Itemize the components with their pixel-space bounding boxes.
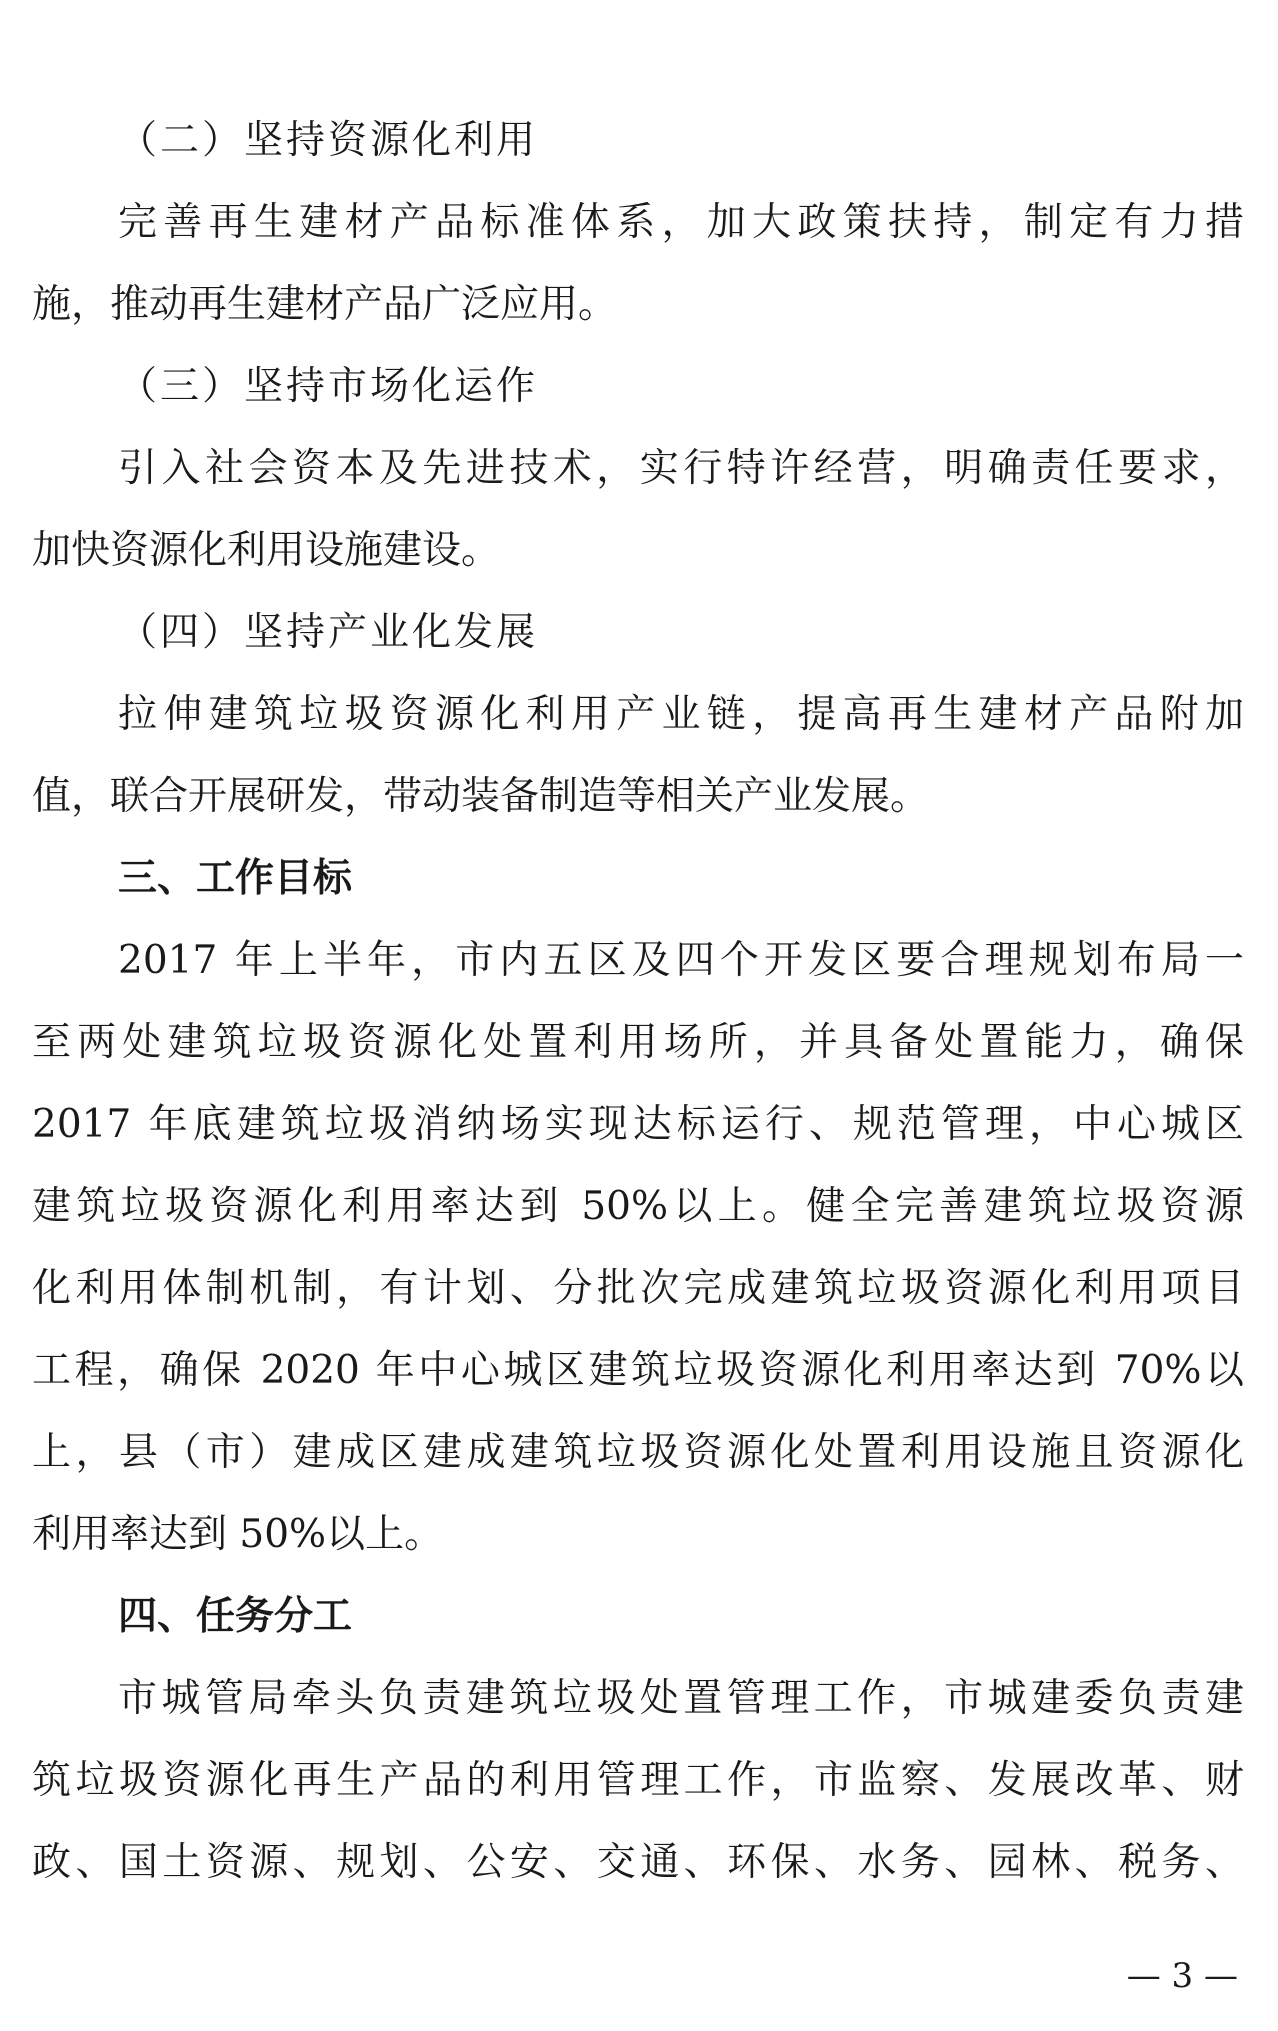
section-heading: 三、工作目标 <box>118 856 353 901</box>
paragraph-line: 市城管局牵头负责建筑垃圾处置管理工作，市城建委负责建 <box>118 1676 1244 1721</box>
subsection-heading: （三）坚持市场化运作 <box>118 364 539 409</box>
paragraph-line: 拉伸建筑垃圾资源化利用产业链，提高再生建材产品附加 <box>118 692 1244 737</box>
paragraph-line: 值，联合开展研发，带动装备制造等相关产业发展。 <box>32 774 930 819</box>
paragraph-line: 至两处建筑垃圾资源化处置利用场所，并具备处置能力，确保 <box>32 1020 1244 1065</box>
subsection-heading: （四）坚持产业化发展 <box>118 610 539 655</box>
paragraph-line: 2017 年上半年，市内五区及四个开发区要合理规划布局一 <box>118 938 1244 983</box>
subsection-heading: （二）坚持资源化利用 <box>118 118 539 163</box>
paragraph-line: 引入社会资本及先进技术，实行特许经营，明确责任要求， <box>118 446 1244 491</box>
paragraph-line: 2017 年底建筑垃圾消纳场实现达标运行、规范管理，中心城区 <box>32 1102 1244 1147</box>
paragraph-line: 上，县（市）建成区建成建筑垃圾资源化处置利用设施且资源化 <box>32 1430 1244 1475</box>
paragraph-line: 完善再生建材产品标准体系，加大政策扶持，制定有力措 <box>118 200 1244 245</box>
paragraph-line: 筑垃圾资源化再生产品的利用管理工作，市监察、发展改革、财 <box>32 1758 1244 1803</box>
page-number: — 3 — <box>1126 1956 1238 1996</box>
paragraph-line: 建筑垃圾资源化利用率达到 50%以上。健全完善建筑垃圾资源 <box>32 1184 1244 1229</box>
document-body <box>32 100 1244 1904</box>
paragraph-line: 政、国土资源、规划、公安、交通、环保、水务、园林、税务、 <box>32 1840 1244 1885</box>
paragraph-line: 加快资源化利用设施建设。 <box>32 528 501 573</box>
section-heading: 四、任务分工 <box>118 1594 353 1639</box>
paragraph-line: 化利用体制机制，有计划、分批次完成建筑垃圾资源化利用项目 <box>32 1266 1244 1311</box>
paragraph-line: 利用率达到 50%以上。 <box>32 1512 444 1557</box>
paragraph-line: 施，推动再生建材产品广泛应用。 <box>32 282 618 327</box>
paragraph-line: 工程，确保 2020 年中心城区建筑垃圾资源化利用率达到 70%以 <box>32 1348 1244 1393</box>
